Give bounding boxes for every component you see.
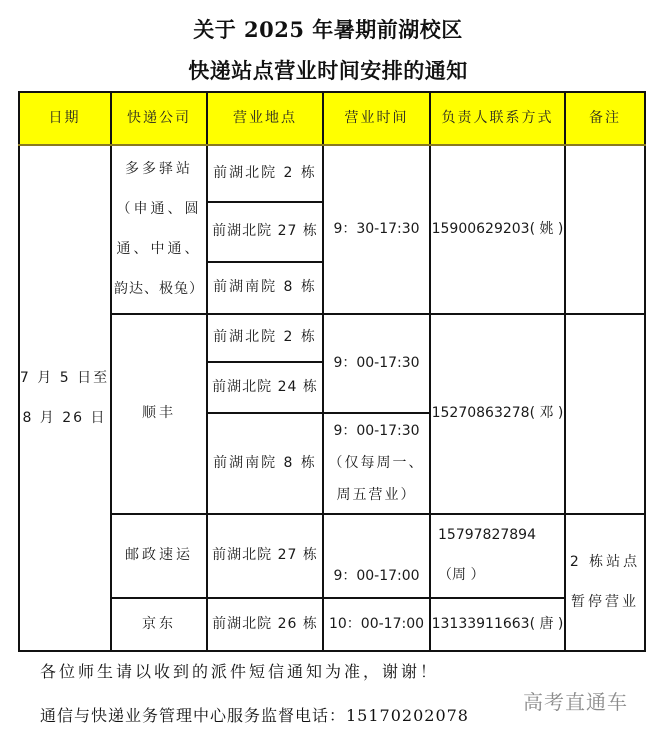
contact-line: 15797827894 — [438, 527, 536, 543]
grid-line — [644, 91, 646, 652]
grid-line — [207, 412, 430, 414]
footer-hotline: 通信与快递业务管理中心服务监督电话：15170202078 — [40, 706, 469, 725]
hours-cell: 9：30-17:30 — [333, 221, 420, 237]
date-range-cell — [18, 145, 111, 651]
hours-line: 周五营业） — [336, 486, 417, 503]
hours-cell: 10：00-17:00 — [328, 616, 425, 632]
note-line: 2 栋站点 — [569, 554, 641, 570]
notice-title-line1: 关于 2025 年暑期前湖校区 — [193, 17, 463, 42]
grid-line — [111, 513, 646, 515]
grid-line — [207, 261, 323, 263]
grid-line — [429, 91, 431, 652]
location-cell: 前湖北院 27 栋 — [212, 547, 318, 563]
company-jd: 京东 — [142, 616, 176, 632]
note-line: 暂停营业 — [571, 594, 639, 610]
contact-line: （周 ） — [438, 567, 485, 583]
contact-cell: 13133911663( 唐 ) — [431, 616, 564, 632]
note-cell — [565, 145, 645, 313]
grid-line — [322, 91, 324, 652]
location-cell: 前湖北院 27 栋 — [212, 223, 318, 239]
grid-line — [111, 597, 565, 599]
grid-line — [110, 91, 112, 652]
company-duoduo — [111, 145, 207, 313]
company-line: （申通、圆 — [116, 201, 202, 217]
header-note: 备注 — [565, 91, 645, 145]
hours-cell-limited — [323, 412, 430, 513]
grid-line — [18, 650, 646, 652]
contact-cell: 15270863278( 邓 ) — [431, 405, 564, 421]
header-date: 日期 — [18, 91, 111, 145]
grid-line — [111, 313, 646, 315]
note-cell — [565, 313, 645, 513]
location-cell: 前湖北院 2 栋 — [213, 329, 317, 345]
company-line: 韵达、极兔） — [114, 281, 204, 297]
grid-line — [207, 201, 323, 203]
company-sf: 顺丰 — [142, 405, 176, 421]
footer-notice: 各位师生请以收到的派件短信通知为准，谢谢！ — [40, 662, 440, 681]
notice-title-line2: 快递站点营业时间安排的通知 — [188, 58, 468, 83]
location-cell: 前湖南院 8 栋 — [213, 454, 317, 471]
hours-line: （仅每周一、 — [328, 454, 425, 471]
header-company: 快递公司 — [111, 91, 207, 145]
grid-line — [564, 91, 566, 652]
grid-line — [18, 144, 646, 146]
date-range-end: 8 月 26 日 — [22, 410, 107, 426]
grid-line — [207, 361, 323, 363]
date-range-start: 7 月 5 日至 — [19, 370, 110, 386]
hours-cell: 9：00-17:00 — [333, 568, 420, 584]
grid-line — [18, 91, 20, 652]
note-suspended — [565, 513, 645, 651]
hours-line: 9：00-17:30 — [333, 422, 420, 439]
grid-line — [18, 91, 646, 93]
location-cell: 前湖北院 24 栋 — [212, 378, 318, 395]
watermark: 高考直通车 — [523, 690, 628, 714]
location-cell: 前湖北院 26 栋 — [212, 616, 318, 632]
header-location: 营业地点 — [207, 91, 323, 145]
header-contact: 负责人联系方式 — [430, 91, 565, 145]
company-line: 通、中通、 — [116, 241, 202, 257]
location-cell: 前湖南院 8 栋 — [213, 279, 317, 295]
contact-cell: 15900629203( 姚 ) — [431, 221, 564, 237]
company-line: 多多驿站 — [125, 161, 193, 177]
contact-cell — [430, 513, 565, 597]
grid-line — [206, 91, 208, 652]
company-ems: 邮政速运 — [125, 547, 193, 563]
location-cell: 前湖北院 2 栋 — [213, 165, 317, 181]
hours-cell: 9：00-17:30 — [333, 354, 420, 371]
header-hours: 营业时间 — [323, 91, 430, 145]
